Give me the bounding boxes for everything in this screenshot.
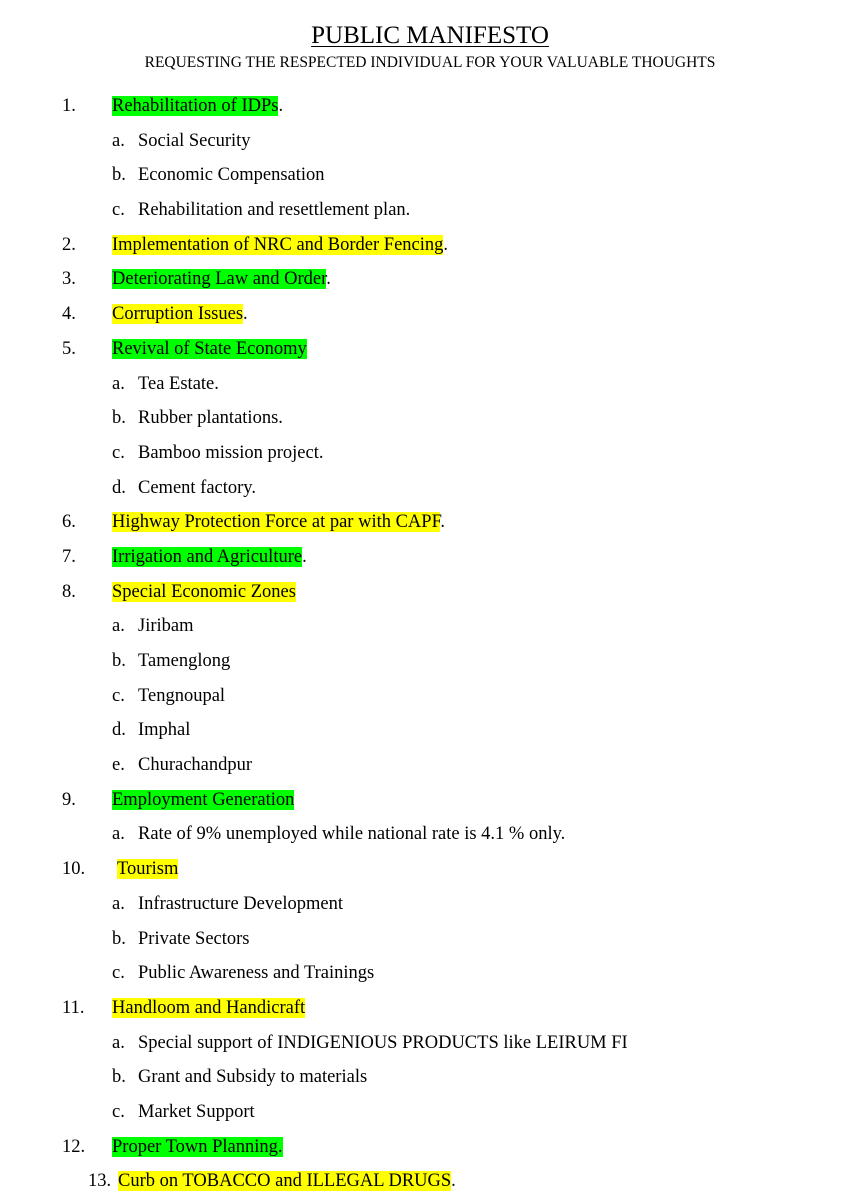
sub-item-text: Cement factory. (138, 477, 256, 498)
item-suffix: . (440, 512, 446, 533)
item-number: 6. (62, 512, 76, 533)
item-highlight: Tourism (117, 859, 179, 880)
sub-list-item (0, 195, 850, 230)
item-highlight: Corruption Issues (112, 304, 244, 325)
sub-item-letter: c. (112, 1101, 125, 1122)
sub-list-item (0, 160, 850, 195)
sub-item-letter: b. (112, 165, 126, 186)
sub-list-item (0, 924, 850, 959)
sub-list-item (0, 681, 850, 716)
sub-item-text: Economic Compensation (138, 165, 325, 186)
sub-list-item (0, 750, 850, 785)
sub-item-text: Tengnoupal (138, 685, 226, 706)
sub-list-item (0, 958, 850, 993)
list-item (0, 299, 850, 334)
item-suffix: . (443, 234, 449, 255)
sub-item-letter: d. (112, 477, 126, 498)
item-number: 4. (62, 304, 76, 325)
list-item (0, 230, 850, 265)
item-text (112, 334, 307, 364)
item-text (112, 542, 307, 572)
item-number: 2. (62, 234, 76, 255)
sub-item-text: Imphal (138, 720, 191, 741)
item-text (112, 1132, 283, 1162)
list-item (0, 993, 850, 1028)
sub-item-letter: a. (112, 1032, 125, 1053)
sub-item-letter: a. (112, 130, 125, 151)
sub-list-item (0, 611, 850, 646)
list-item (0, 542, 850, 577)
sub-item-letter: b. (112, 928, 126, 949)
item-number: 3. (62, 269, 76, 290)
item-highlight: Special Economic Zones (112, 581, 296, 602)
sub-list-item (0, 646, 850, 681)
item-text (112, 230, 448, 260)
item-suffix: . (278, 96, 284, 116)
sub-item-text: Market Support (138, 1101, 255, 1122)
page-title: PUBLIC MANIFESTO (311, 22, 549, 49)
list-item (0, 507, 850, 542)
sub-item-letter: a. (112, 893, 125, 914)
sub-list-item (0, 403, 850, 438)
item-number: 1. (62, 96, 76, 116)
sub-item-text: Rehabilitation and resettlement plan. (138, 200, 411, 221)
item-text (112, 785, 294, 815)
sub-item-text: Tea Estate. (138, 373, 219, 394)
item-text (112, 507, 445, 537)
list-item (0, 785, 850, 820)
item-highlight: Revival of State Economy (112, 338, 307, 359)
sub-list-item (0, 126, 850, 161)
sub-list-item (0, 473, 850, 508)
sub-item-text: Social Security (138, 130, 251, 151)
item-highlight: Proper Town Planning. (112, 1136, 283, 1157)
sub-item-letter: c. (112, 685, 125, 706)
sub-item-text: Rate of 9% unemployed while national rate is 4.1 % only. (138, 824, 566, 845)
sub-item-letter: e. (112, 755, 125, 776)
list-item (0, 1166, 850, 1201)
sub-list-item (0, 1028, 850, 1063)
item-text (112, 91, 283, 121)
list-item (0, 854, 850, 889)
sub-item-letter: c. (112, 963, 125, 984)
page-subtitle: REQUESTING THE RESPECTED INDIVIDUAL FOR YOUR VALUABLE THOUGHTS (144, 54, 716, 71)
sub-item-letter: c. (112, 442, 125, 463)
sub-item-text: Private Sectors (138, 928, 250, 949)
item-highlight: Handloom and Handicraft (112, 997, 306, 1018)
item-highlight: Irrigation and Agriculture (112, 546, 303, 567)
item-number: 8. (62, 581, 76, 602)
list-item (0, 91, 850, 126)
sub-list-item (0, 1062, 850, 1097)
item-suffix: . (326, 269, 331, 290)
item-highlight: Deteriorating Law and Order (112, 269, 327, 290)
item-highlight: Implementation of NRC and Border Fencing (112, 234, 444, 255)
item-number: 13. (88, 1171, 112, 1192)
sub-item-text: Special support of INDIGENIOUS PRODUCTS like LEIRUM FI (138, 1032, 628, 1053)
item-number: 7. (62, 546, 76, 567)
sub-list-item (0, 819, 850, 854)
list-item (0, 1132, 850, 1167)
item-highlight: Employment Generation (112, 789, 295, 810)
sub-list-item (0, 369, 850, 404)
item-text (112, 577, 296, 607)
item-text (112, 299, 248, 329)
item-text (112, 264, 331, 294)
sub-item-letter: b. (112, 408, 126, 429)
item-number: 10. (62, 859, 86, 880)
item-suffix: . (302, 546, 307, 567)
sub-list-item (0, 889, 850, 924)
item-suffix: . (243, 304, 248, 325)
sub-list-item (0, 1097, 850, 1132)
item-suffix: . (451, 1171, 456, 1192)
sub-item-letter: b. (112, 651, 126, 671)
sub-item-text: Public Awareness and Trainings (138, 963, 375, 984)
sub-item-letter: c. (112, 200, 125, 221)
item-text (117, 854, 178, 884)
list-item (0, 577, 850, 612)
sub-item-letter: d. (112, 720, 126, 741)
item-highlight: Highway Protection Force at par with CAPF (112, 512, 441, 533)
item-number: 12. (62, 1136, 86, 1157)
sub-item-letter: b. (112, 1067, 126, 1088)
sub-item-text: Churachandpur (138, 755, 253, 776)
sub-item-text: Grant and Subsidy to materials (138, 1067, 368, 1088)
sub-list-item (0, 715, 850, 750)
sub-item-letter: a. (112, 616, 125, 637)
item-highlight: Rehabilitation of IDPs (112, 96, 279, 116)
sub-item-text: Tamenglong (138, 651, 231, 671)
sub-item-text: Jiribam (138, 616, 194, 637)
sub-item-text: Infrastructure Development (138, 893, 343, 914)
sub-item-text: Rubber plantations. (138, 408, 283, 429)
sub-item-text: Bamboo mission project. (138, 442, 324, 463)
item-text (118, 1166, 456, 1196)
sub-item-letter: a. (112, 373, 125, 394)
manifesto-list (0, 91, 850, 1201)
list-item (0, 334, 850, 369)
item-number: 5. (62, 338, 76, 359)
sub-item-letter: a. (112, 824, 125, 845)
item-number: 11. (62, 997, 85, 1018)
sub-list-item (0, 438, 850, 473)
item-text (112, 993, 305, 1023)
item-highlight: Curb on TOBACCO and ILLEGAL DRUGS (118, 1171, 452, 1192)
list-item (0, 264, 850, 299)
item-number: 9. (62, 789, 76, 810)
